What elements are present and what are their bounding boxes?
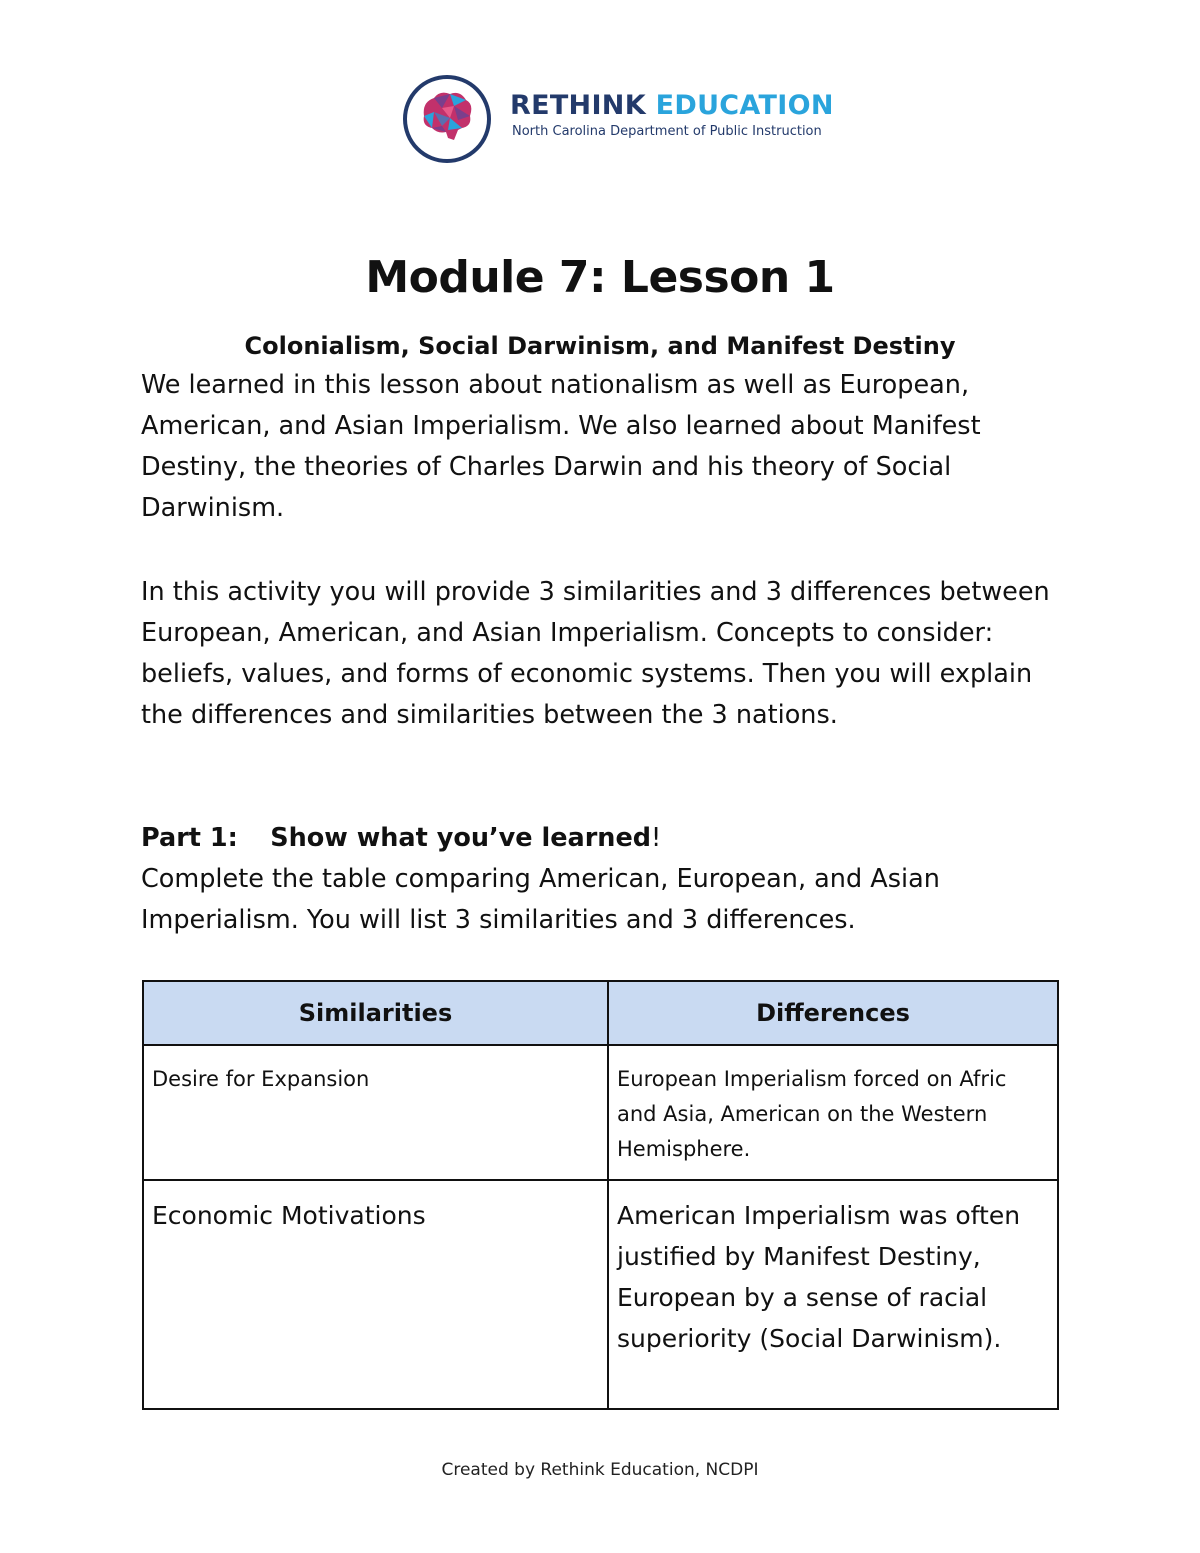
similarity-cell: Economic Motivations	[143, 1180, 608, 1409]
difference-cell: European Imperialism forced on Afric and Asia, American on the Western Hemisphere.	[608, 1045, 1058, 1180]
logo-subtitle: North Carolina Department of Public Instruction	[512, 124, 822, 139]
comparison-table	[142, 980, 1059, 1410]
logo	[402, 74, 834, 164]
part1-heading	[141, 818, 661, 859]
similarity-cell: Desire for Expansion	[143, 1045, 608, 1180]
difference-cell: American Imperialism was often justified by Manifest Destiny, European by a sense of racial superiority (Social Darwinism).	[608, 1180, 1058, 1409]
logo-title	[510, 90, 834, 122]
header-differences: Differences	[608, 981, 1058, 1045]
table-row	[143, 1180, 1058, 1409]
logo-title-part2: EDUCATION	[655, 90, 834, 121]
table-row	[143, 1045, 1058, 1180]
lesson-subtitle: Colonialism, Social Darwinism, and Manifest Destiny	[244, 332, 956, 360]
table-header-row	[143, 981, 1058, 1045]
part1-instructions: Complete the table comparing American, European, and Asian Imperialism. You will list 3 similarities and 3 differences.	[141, 864, 940, 935]
part1-exclaim: !	[651, 823, 662, 853]
activity-paragraph: In this activity you will provide 3 similarities and 3 differences between European, American, and Asian Imperialism. Concepts to consider: beliefs, values, and forms of economic systems. Then you will explain the differences and similarities between the 3 nations.	[141, 577, 1050, 730]
header-similarities: Similarities	[143, 981, 608, 1045]
footer: Created by Rethink Education, NCDPI	[441, 1460, 759, 1480]
page-title: Module 7: Lesson 1	[365, 252, 835, 303]
intro-paragraph: We learned in this lesson about nationalism as well as European, American, and Asian Imperialism. We also learned about Manifest Destiny, the theories of Charles Darwin and his theory of Social Darwinism.	[141, 370, 981, 523]
logo-title-part1: RETHINK	[510, 90, 646, 121]
part1-label: Part 1:	[141, 823, 238, 853]
brain-icon	[402, 74, 492, 164]
part1-title: Show what you’ve learned	[270, 823, 651, 853]
